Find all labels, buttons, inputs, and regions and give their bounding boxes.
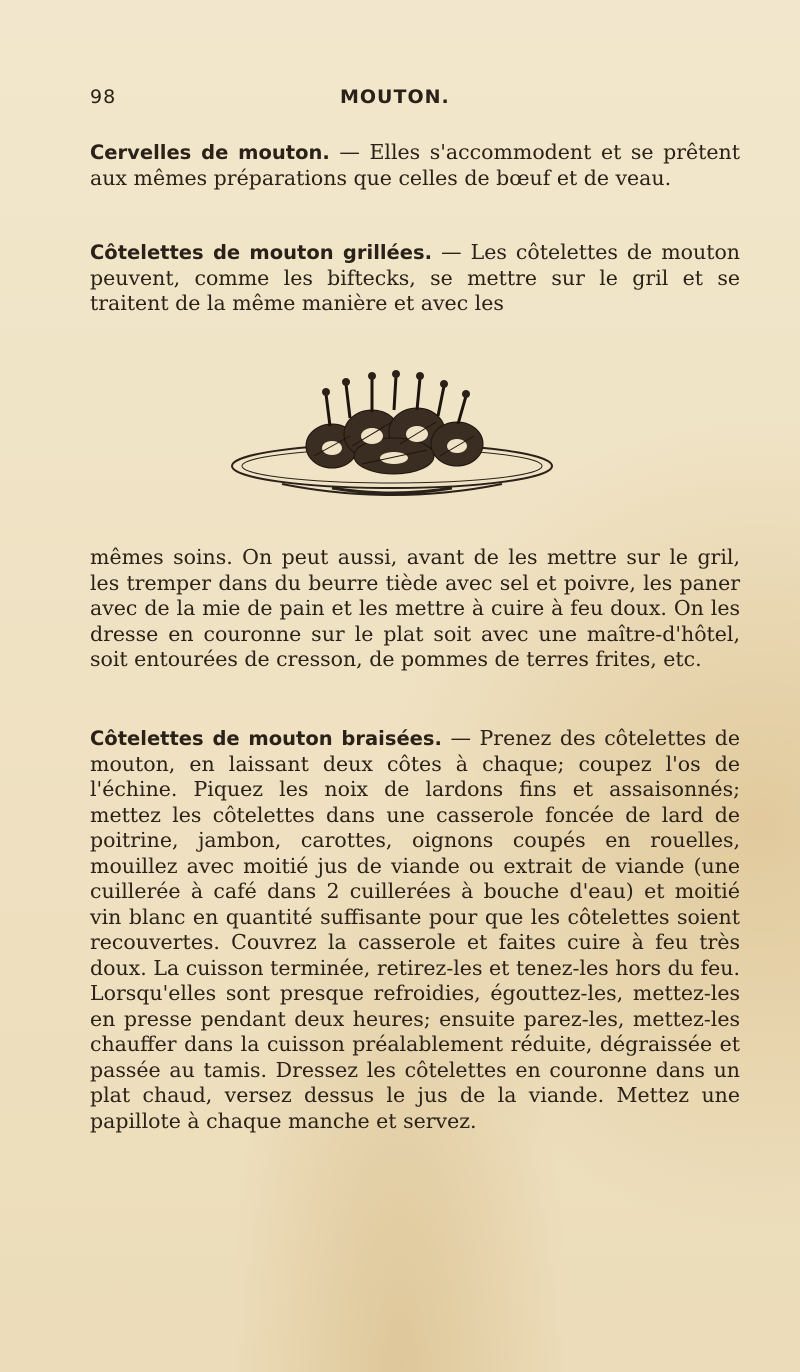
paragraph-heading: Côtelettes de mouton grillées. xyxy=(90,241,433,264)
paragraph-text: mêmes soins. On peut aussi, avant de les mettre sur le gril, les tremper dans du beurre tiède avec sel et poivre, les paner avec de la mie de pain et les mettre à cuire à feu doux. On les dresse en couronne sur le plat soit avec une maître-d'hôtel, soit entourées de cresson, de pommes de terres frites, etc. xyxy=(90,545,740,671)
paragraph-cotelettes-grillees-suite xyxy=(90,545,740,673)
paragraph-text: — Elles s'accommodent et se prêtent aux mêmes préparations que celles de bœuf et de veau. xyxy=(90,140,740,190)
paragraph-text: — Prenez des côtelettes de mouton, en laissant deux côtes à chaque; coupez l'os de l'échine. Piquez les noix de lardons fins et assaisonnés; mettez les côtelettes dans une casserole foncée de lard de poitrine, jambon, carottes, oignons coupés en rouelles, mouillez avec moitié jus de viande ou extrait de viande (une cuillerée à café dans 2 cuillerées à bouche d'eau) et moitié vin blanc en quantité suffisante pour que les côtelettes soient recouvertes. Couvrez la casserole et faites cuire à feu très doux. La cuisson terminée, retirez-les et tenez-les hors du feu. Lorsqu'elles sont presque refroidies, égouttez-les, mettez-les en presse pendant deux heures; ensuite parez-les, mettez-les chauffer dans la cuisson préalablement réduite, dégraissée et passée au tamis. Dressez les côtelettes en couronne dans un plat chaud, versez dessus le jus de la viande. Mettez une papillote à chaque manche et servez. xyxy=(90,726,740,1133)
paragraph-heading: Côtelettes de mouton braisées. xyxy=(90,727,442,750)
page-number: 98 xyxy=(90,86,117,108)
running-head: MOUTON. xyxy=(340,86,450,108)
paragraph-text: — Les côtelettes de mouton peuvent, comme les biftecks, se mettre sur le gril et se traitent de la même manière et avec les xyxy=(90,240,740,315)
paragraph-heading: Cervelles de mouton. xyxy=(90,141,330,164)
paragraph-cotelettes-grillees xyxy=(90,240,740,317)
paragraph-cervelles xyxy=(90,140,740,191)
chops-illustration-icon xyxy=(222,366,562,516)
page-header xyxy=(90,86,730,116)
paragraph-cotelettes-braisees xyxy=(90,726,740,1134)
